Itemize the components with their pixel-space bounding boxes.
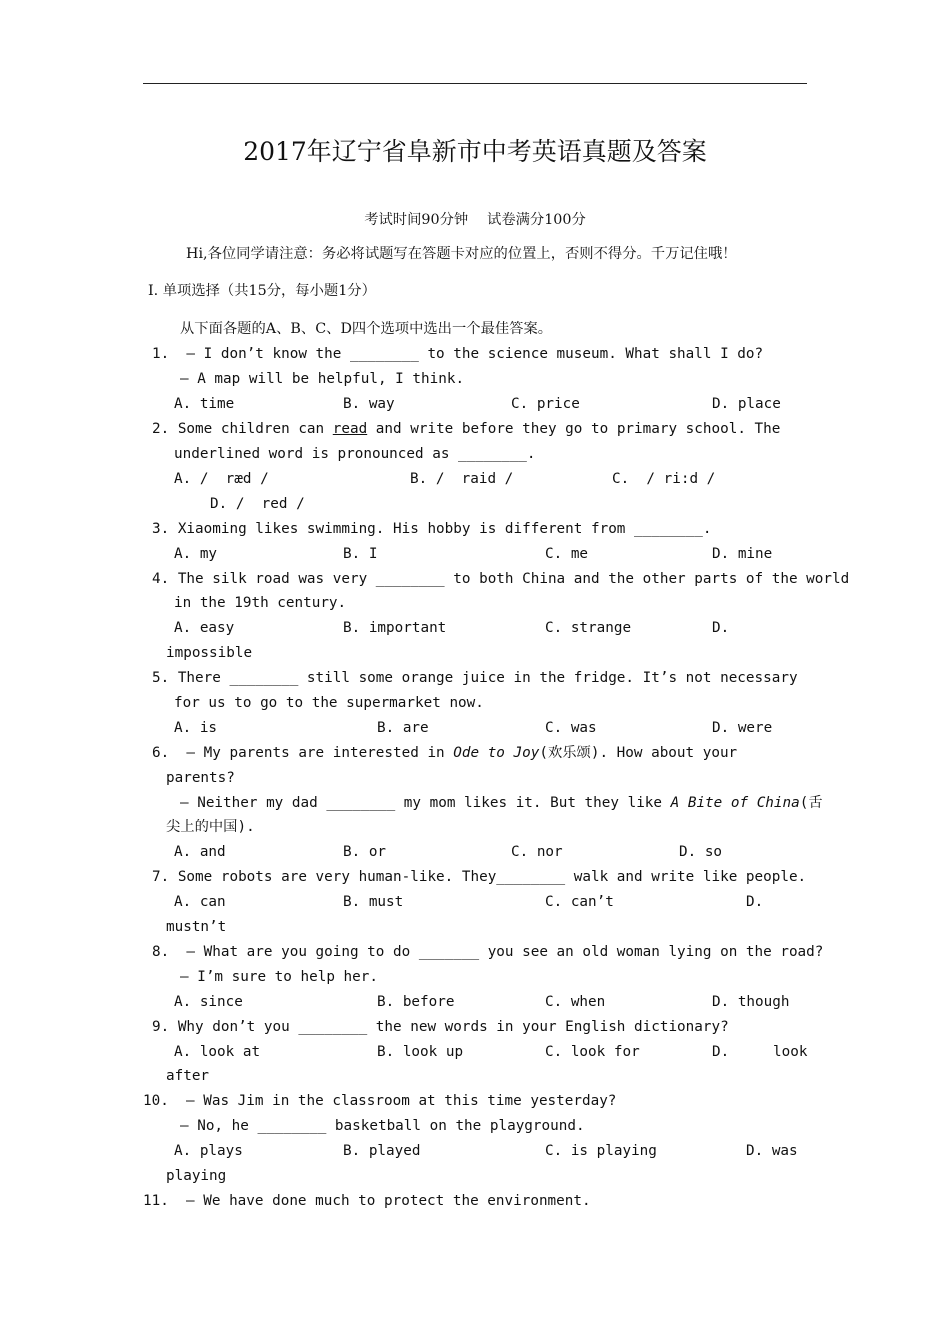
question-6-show-title: A Bite of China (670, 795, 800, 811)
question-6-stem-post: (欢乐颂). How about your (539, 745, 738, 761)
question-9-option-d-text: look (773, 1044, 808, 1060)
question-1-option-b: B. way (343, 396, 395, 412)
question-2-option-c: C. / ri:d / (612, 471, 716, 487)
question-6-song-title: Ode to Joy (453, 745, 540, 761)
question-4-option-d-text: impossible (166, 645, 253, 661)
question-6-stem-line2: parents? (166, 770, 235, 786)
question-8-option-d: D. though (712, 994, 790, 1010)
question-5-option-c: C. was (545, 720, 597, 736)
question-2-stem-line2: underlined word is pronounced as ________. (174, 446, 536, 462)
question-6-option-b: B. or (343, 844, 387, 860)
question-2-stem (152, 420, 780, 438)
question-10-option-d-text: playing (166, 1168, 227, 1184)
question-10-option-a: A. plays (174, 1143, 243, 1159)
notice: Hi,各位同学请注意：务必将试题写在答题卡对应的位置上，否则不得分。千万记住哦！ (186, 246, 737, 262)
question-6-option-c: C. nor (511, 844, 563, 860)
question-2-option-d: D. / red / (210, 496, 305, 512)
question-6-stem-pre: 6. – My parents are interested in (152, 745, 454, 761)
question-10-option-d: D. was (746, 1143, 798, 1159)
page-title: 2017年辽宁省阜新市中考英语真题及答案 (243, 137, 707, 166)
question-10-stem: 10. – Was Jim in the classroom at this time yesterday? (143, 1093, 617, 1109)
exam-info: 考试时间90分钟 试卷满分100分 (364, 212, 586, 228)
question-5-option-d: D. were (712, 720, 773, 736)
question-1-option-d: D. place (712, 396, 781, 412)
question-1-stem: 1. – I don’t know the ________ to the science museum. What shall I do? (152, 346, 764, 362)
question-4-option-c: C. strange (545, 620, 632, 636)
question-9-option-b: B. look up (377, 1044, 464, 1060)
question-4-option-d: D. (712, 620, 730, 636)
question-6-reply (180, 794, 823, 812)
question-10-option-c: C. is playing (545, 1143, 657, 1159)
question-1-reply: – A map will be helpful, I think. (180, 371, 465, 387)
question-9-option-d-text2: after (166, 1068, 210, 1084)
question-8-option-b: B. before (377, 994, 455, 1010)
question-3-stem: 3. Xiaoming likes swimming. His hobby is different from ________. (152, 521, 712, 537)
question-5-option-b: B. are (377, 720, 429, 736)
question-5-stem: 5. There ________ still some orange juice in the fridge. It’s not necessary (152, 670, 798, 686)
question-4-stem: 4. The silk road was very ________ to both China and the other parts of the world (152, 571, 850, 587)
question-9-stem: 9. Why don’t you ________ the new words in your English dictionary? (152, 1019, 729, 1035)
question-9-option-c: C. look for (545, 1044, 640, 1060)
question-10-option-b: B. played (343, 1143, 421, 1159)
question-1-option-a: A. time (174, 396, 235, 412)
question-7-option-a: A. can (174, 894, 226, 910)
question-9-option-a: A. look at (174, 1044, 261, 1060)
question-10-reply: – No, he ________ basketball on the playground. (180, 1118, 585, 1134)
question-7-option-d-text: mustn’t (166, 919, 227, 935)
question-11-stem: 11. – We have done much to protect the environment. (143, 1193, 591, 1209)
question-6-option-d: D. so (679, 844, 723, 860)
question-6-reply-post: (舌 (799, 795, 823, 811)
section-instruction: 从下面各题的A、B、C、D四个选项中选出一个最佳答案。 (180, 321, 553, 337)
question-2-stem-pre: 2. Some children can (152, 421, 333, 437)
question-2-underlined-word: read (332, 421, 368, 437)
question-5-option-a: A. is (174, 720, 218, 736)
question-6-option-a: A. and (174, 844, 226, 860)
question-5-stem-line2: for us to go to the supermarket now. (174, 695, 484, 711)
question-2-option-a: A. / ræd / (174, 471, 269, 487)
question-9-option-d: D. (712, 1044, 730, 1060)
question-3-option-a: A. my (174, 546, 218, 562)
question-7-option-c: C. can’t (545, 894, 614, 910)
question-8-option-a: A. since (174, 994, 243, 1010)
section-heading: Ⅰ. 单项选择（共15分，每小题1分） (148, 283, 376, 299)
question-6-reply-line2: 尖上的中国). (166, 819, 255, 835)
question-6-reply-pre: – Neither my dad ________ my mom likes it. But they like (180, 795, 671, 811)
header-rule (143, 83, 807, 84)
question-7-stem: 7. Some robots are very human-like. They________ walk and write like people. (152, 869, 807, 885)
question-6-stem (152, 744, 737, 762)
question-3-option-d: D. mine (712, 546, 773, 562)
question-8-stem: 8. – What are you going to do _______ you see an old woman lying on the road? (152, 944, 824, 960)
question-3-option-c: C. me (545, 546, 589, 562)
question-3-option-b: B. I (343, 546, 378, 562)
question-7-option-d: D. (746, 894, 764, 910)
question-1-option-c: C. price (511, 396, 580, 412)
question-4-stem-line2: in the 19th century. (174, 595, 347, 611)
question-7-option-b: B. must (343, 894, 404, 910)
question-4-option-a: A. easy (174, 620, 235, 636)
question-2-stem-post: and write before they go to primary school. The (367, 421, 781, 437)
question-2-option-b: B. / raid / (410, 471, 514, 487)
question-8-option-c: C. when (545, 994, 606, 1010)
question-8-reply: – I’m sure to help her. (180, 969, 378, 985)
question-4-option-b: B. important (343, 620, 447, 636)
